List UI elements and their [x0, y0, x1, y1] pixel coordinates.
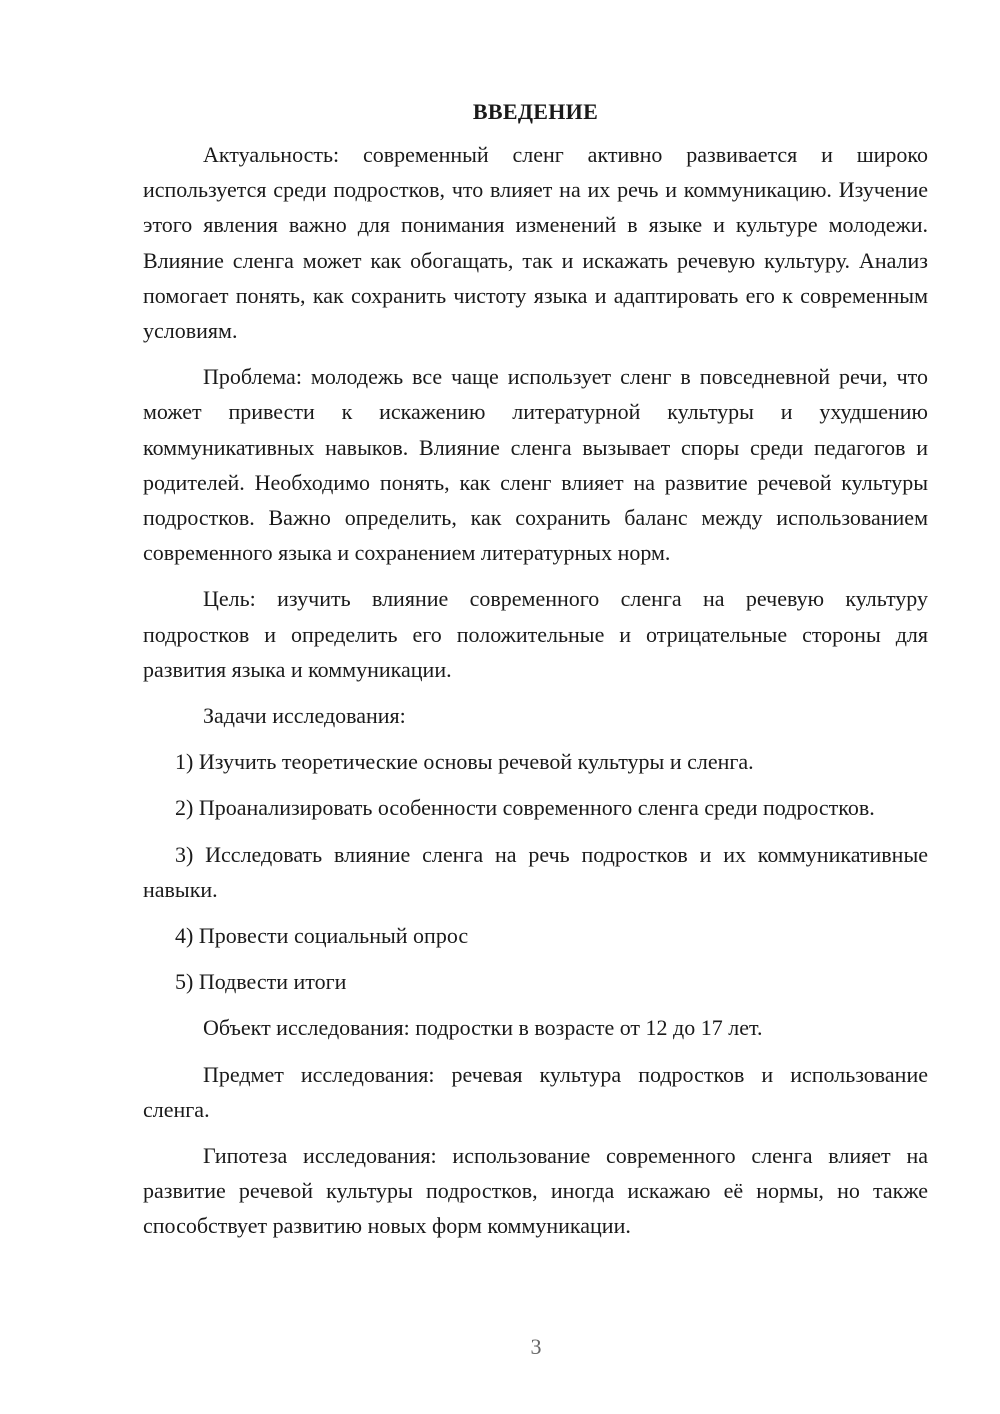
task-item-5: 5) Подвести итоги: [175, 969, 347, 995]
problem-paragraph: Проблема: молодежь все чаще использует сленг в повседневной речи, что может привести к искажению литературной культуры и ухудшению коммуникативных навыков. Влияние сленга вызывает споры среди педагогов и родителей. Необходимо понять, как сленг влияет на развитие речевой культуры подростков. Важно определить, как сохранить баланс между использованием современного языка и сохранением литературных норм.: [143, 364, 928, 566]
tasks-heading: Задачи исследования:: [203, 703, 406, 729]
task-item-1: 1) Изучить теоретические основы речевой культуры и сленга.: [175, 749, 754, 775]
section-title: ВВЕДЕНИЕ: [472, 99, 599, 124]
object-paragraph: Объект исследования: подростки в возрасте от 12 до 17 лет.: [203, 1015, 763, 1041]
task-item-3: 3) Исследовать влияние сленга на речь подростков и их коммуникативные навыки.: [143, 841, 928, 902]
hypothesis-paragraph: Гипотеза исследования: использование современного сленга влияет на развитие речевой культуры подростков, иногда искажаю её нормы, но также способствует развитию новых форм коммуникации.: [143, 1143, 928, 1239]
subject-paragraph: Предмет исследования: речевая культура подростков и использование сленга.: [143, 1061, 928, 1122]
goal-paragraph: Цель: изучить влияние современного сленга на речевую культуру подростков и определить его положительные и отрицательные стороны для развития языка и коммуникации.: [143, 586, 928, 682]
task-item-2: 2) Проанализировать особенности современного сленга среди подростков.: [175, 795, 875, 821]
page-content: [143, 94, 928, 1255]
page-number: 3: [530, 1334, 542, 1359]
task-item-4: 4) Провести социальный опрос: [175, 923, 469, 949]
relevance-paragraph: Актуальность: современный сленг активно развивается и широко используется среди подростков, что влияет на их речь и коммуникацию. Изучение этого явления важно для понимания изменений в языке и культуре молодежи. Влияние сленга может как обогащать, так и искажать речевую культуру. Анализ помогает понять, как сохранить чистоту языка и адаптировать его к современным условиям.: [143, 142, 928, 344]
